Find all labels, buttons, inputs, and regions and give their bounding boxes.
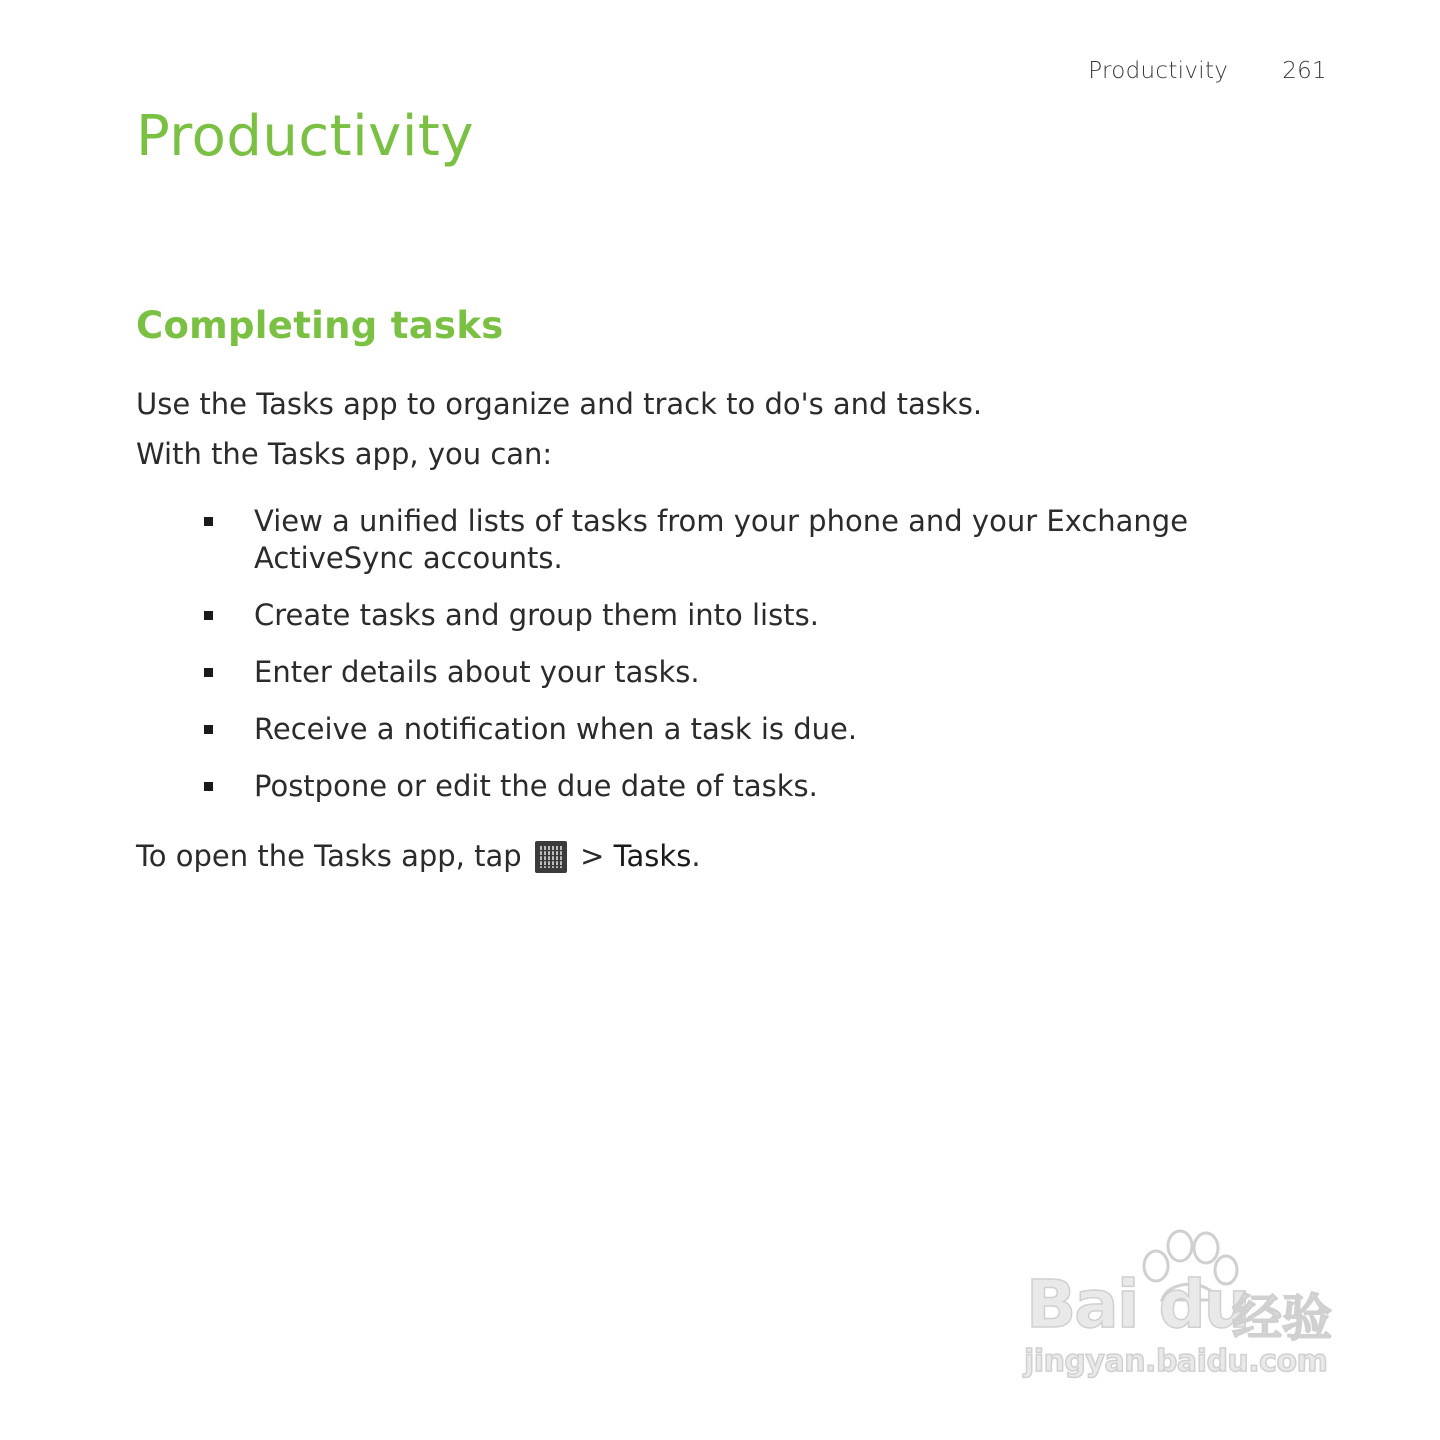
list-item-text: Enter details about your tasks. <box>254 655 700 689</box>
closing-prefix: To open the Tasks app, tap <box>136 839 522 873</box>
running-header-section: Productivity <box>1088 58 1229 84</box>
list-item-text: Postpone or edit the due date of tasks. <box>254 769 818 803</box>
list-item-text: Receive a notification when a task is due. <box>254 712 858 746</box>
bullet-icon <box>204 782 213 791</box>
page-number: 261 <box>1282 58 1327 84</box>
bullet-icon <box>204 668 213 677</box>
bullet-icon <box>204 725 213 734</box>
baidu-watermark <box>1020 1228 1360 1388</box>
bullet-icon <box>204 611 213 620</box>
list-item <box>200 768 1300 805</box>
watermark-chinese: 经验 <box>1232 1289 1332 1347</box>
closing-instruction <box>136 838 701 875</box>
bullet-icon <box>204 517 213 526</box>
list-item-text: View a unified lists of tasks from your phone and your Exchange ActiveSync accounts. <box>254 504 1189 575</box>
watermark-url: jingyan.baidu.com <box>1024 1344 1328 1379</box>
section-title: Completing tasks <box>136 304 504 347</box>
list-item <box>200 711 1300 748</box>
intro-paragraph: Use the Tasks app to organize and track to do's and tasks. <box>136 387 983 421</box>
closing-suffix: . <box>691 839 701 873</box>
running-header <box>1088 58 1327 84</box>
feature-list <box>200 503 1300 825</box>
intro-lead-in: With the Tasks app, you can: <box>136 437 553 471</box>
all-apps-grid-icon <box>535 841 567 873</box>
list-item <box>200 654 1300 691</box>
list-item <box>200 503 1300 577</box>
list-item-text: Create tasks and group them into lists. <box>254 598 819 632</box>
chapter-title: Productivity <box>136 104 474 169</box>
list-item <box>200 597 1300 634</box>
tasks-app-label: Tasks <box>613 839 692 873</box>
watermark-brand: Bai du <box>1026 1266 1249 1343</box>
closing-separator: > <box>580 839 605 873</box>
